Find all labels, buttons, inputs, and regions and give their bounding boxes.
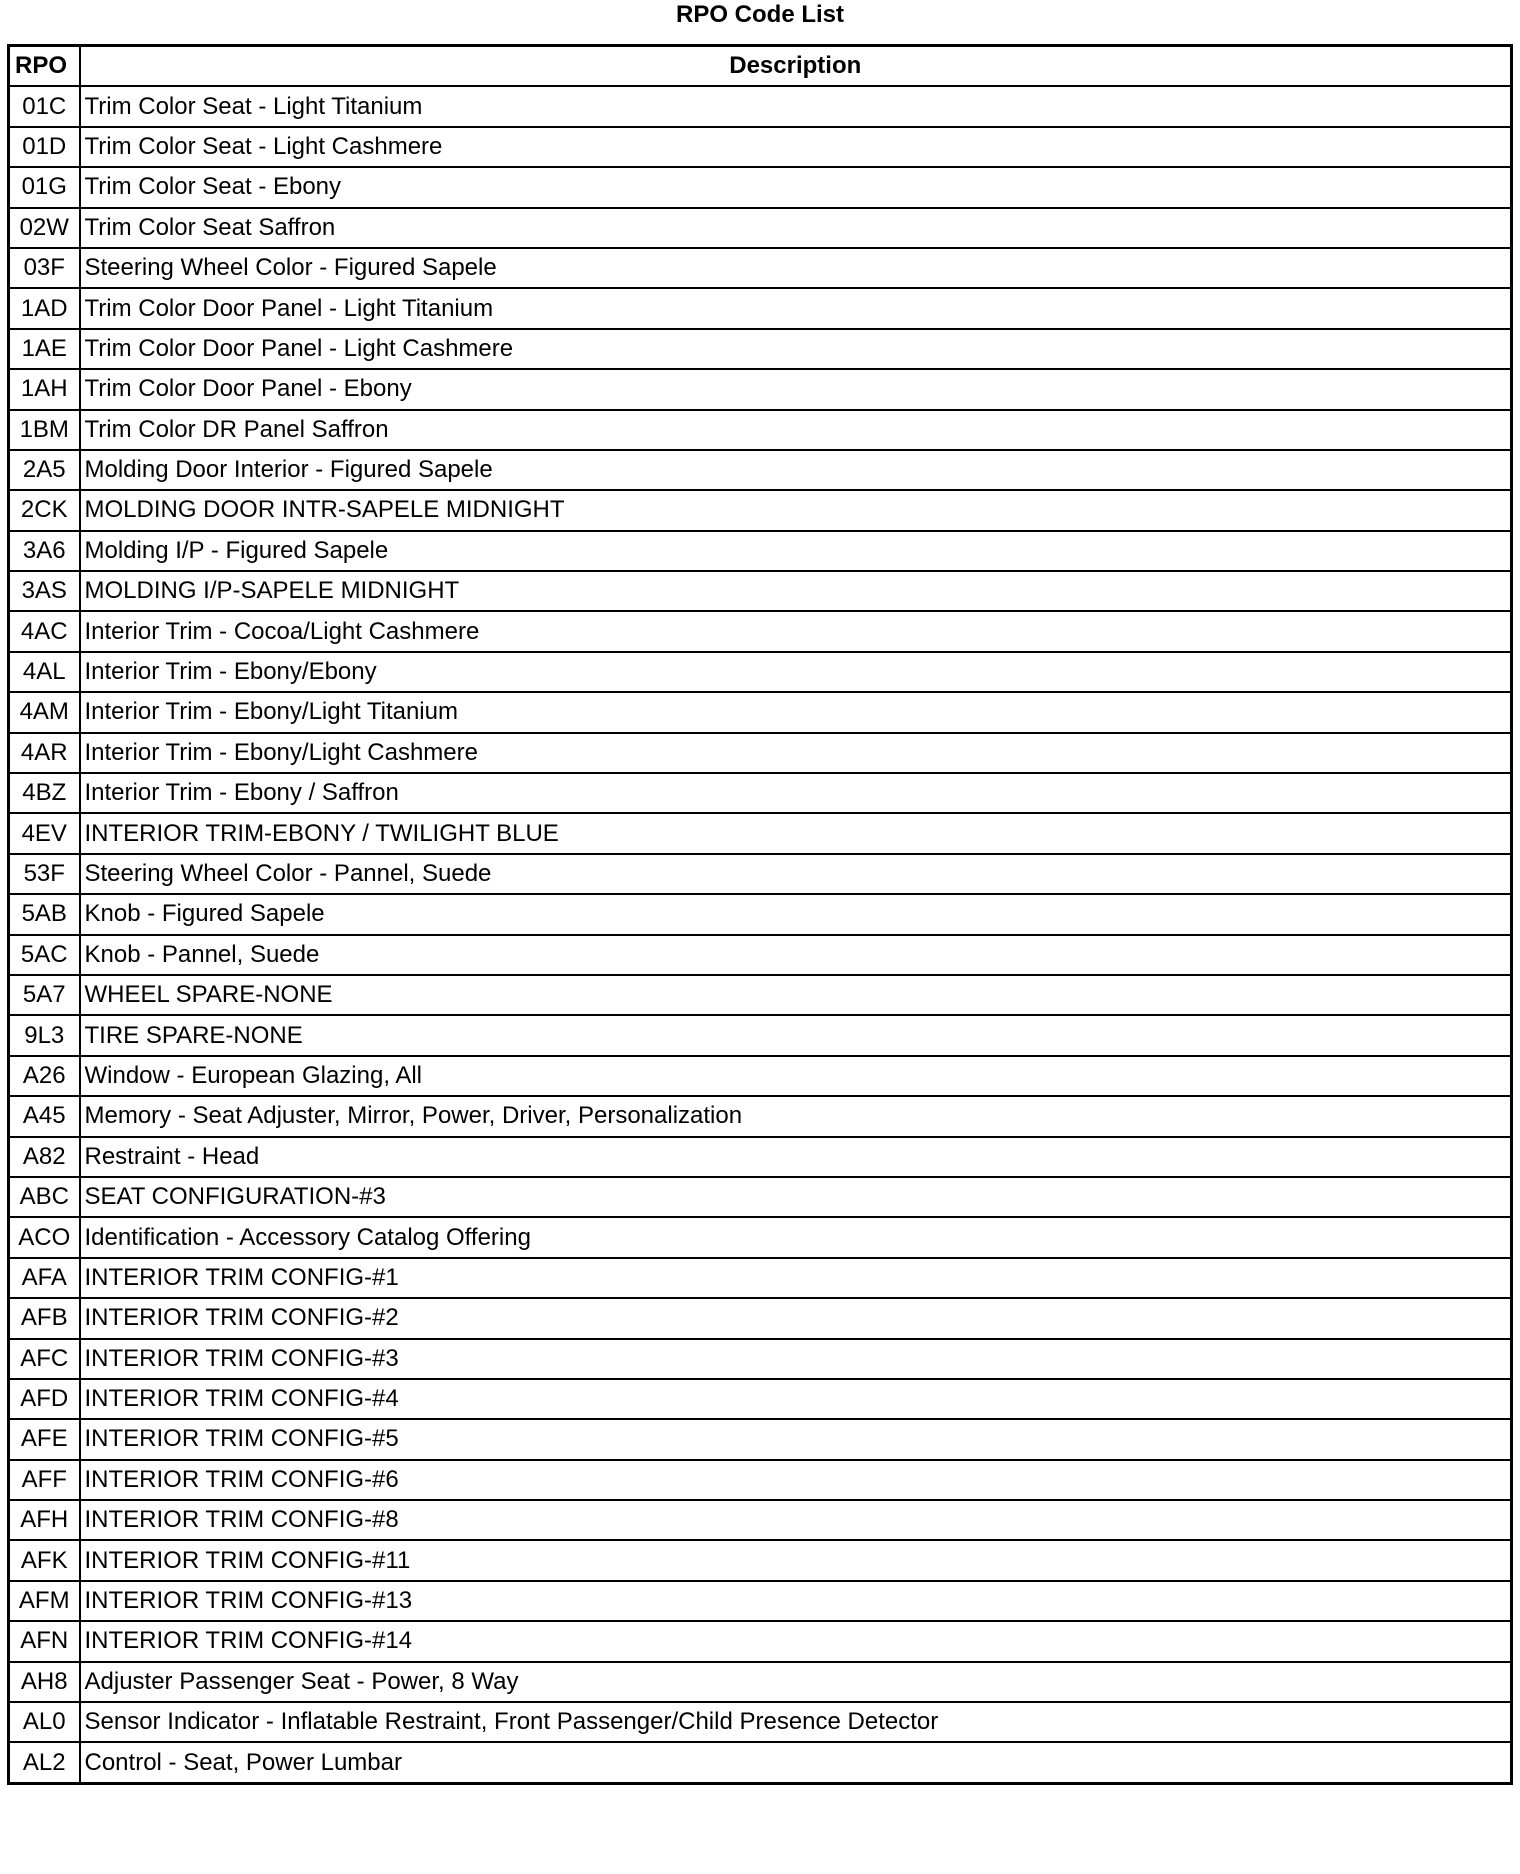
description-cell: Trim Color Door Panel - Light Titanium: [80, 288, 1512, 328]
rpo-code-cell: AFM: [9, 1581, 80, 1621]
rpo-code-cell: AFD: [9, 1379, 80, 1419]
column-header-rpo: RPO: [9, 46, 80, 87]
table-row: [9, 571, 1512, 611]
table-row: [9, 531, 1512, 571]
description-cell: Interior Trim - Ebony / Saffron: [80, 773, 1512, 813]
description-cell: Molding Door Interior - Figured Sapele: [80, 450, 1512, 490]
description-cell: Trim Color Door Panel - Ebony: [80, 369, 1512, 409]
description-cell: Trim Color Seat - Ebony: [80, 167, 1512, 207]
rpo-code-table: [7, 44, 1513, 1785]
rpo-code-cell: AL0: [9, 1702, 80, 1742]
table-row: [9, 935, 1512, 975]
description-cell: INTERIOR TRIM CONFIG-#13: [80, 1581, 1512, 1621]
rpo-code-cell: 2A5: [9, 450, 80, 490]
rpo-code-cell: 5AC: [9, 935, 80, 975]
rpo-code-cell: AFH: [9, 1500, 80, 1540]
table-row: [9, 1581, 1512, 1621]
table-row: [9, 1540, 1512, 1580]
rpo-code-cell: ABC: [9, 1177, 80, 1217]
rpo-code-cell: 4AL: [9, 652, 80, 692]
description-cell: INTERIOR TRIM CONFIG-#6: [80, 1460, 1512, 1500]
description-cell: Adjuster Passenger Seat - Power, 8 Way: [80, 1662, 1512, 1702]
table-row: [9, 1379, 1512, 1419]
table-row: [9, 1742, 1512, 1783]
table-row: [9, 894, 1512, 934]
page-title: [0, 0, 1520, 30]
table-row: [9, 1702, 1512, 1742]
table-row: [9, 410, 1512, 450]
description-cell: Sensor Indicator - Inflatable Restraint, Front Passenger/Child Presence Detector: [80, 1702, 1512, 1742]
rpo-code-cell: 3AS: [9, 571, 80, 611]
rpo-code-cell: AL2: [9, 1742, 80, 1783]
description-cell: INTERIOR TRIM CONFIG-#11: [80, 1540, 1512, 1580]
table-row: [9, 1460, 1512, 1500]
description-cell: Molding I/P - Figured Sapele: [80, 531, 1512, 571]
description-cell: INTERIOR TRIM CONFIG-#5: [80, 1419, 1512, 1459]
table-row: [9, 611, 1512, 651]
description-cell: Trim Color Seat - Light Titanium: [80, 86, 1512, 126]
description-cell: Interior Trim - Cocoa/Light Cashmere: [80, 611, 1512, 651]
description-cell: SEAT CONFIGURATION-#3: [80, 1177, 1512, 1217]
rpo-code-cell: AFB: [9, 1298, 80, 1338]
table-row: [9, 1339, 1512, 1379]
description-cell: INTERIOR TRIM CONFIG-#2: [80, 1298, 1512, 1338]
table-row: [9, 369, 1512, 409]
rpo-code-cell: 1BM: [9, 410, 80, 450]
description-cell: Interior Trim - Ebony/Light Titanium: [80, 692, 1512, 732]
rpo-code-cell: A82: [9, 1137, 80, 1177]
column-header-description: Description: [80, 46, 1512, 87]
rpo-code-cell: AFE: [9, 1419, 80, 1459]
rpo-code-cell: AFA: [9, 1258, 80, 1298]
description-cell: Control - Seat, Power Lumbar: [80, 1742, 1512, 1783]
description-cell: INTERIOR TRIM CONFIG-#8: [80, 1500, 1512, 1540]
rpo-code-cell: 53F: [9, 854, 80, 894]
rpo-code-cell: 4BZ: [9, 773, 80, 813]
rpo-code-cell: 1AD: [9, 288, 80, 328]
table-row: [9, 652, 1512, 692]
description-cell: INTERIOR TRIM CONFIG-#4: [80, 1379, 1512, 1419]
rpo-code-cell: 03F: [9, 248, 80, 288]
rpo-code-cell: 4AC: [9, 611, 80, 651]
table-body: [9, 86, 1512, 1783]
table-row: [9, 773, 1512, 813]
table-row: [9, 1096, 1512, 1136]
table-row: [9, 1500, 1512, 1540]
table-row: [9, 86, 1512, 126]
table-row: [9, 1177, 1512, 1217]
rpo-code-cell: ACO: [9, 1217, 80, 1257]
rpo-code-cell: 4EV: [9, 813, 80, 853]
table-row: [9, 1298, 1512, 1338]
rpo-code-cell: AFC: [9, 1339, 80, 1379]
table-row: [9, 813, 1512, 853]
description-cell: Trim Color Door Panel - Light Cashmere: [80, 329, 1512, 369]
rpo-code-cell: A45: [9, 1096, 80, 1136]
rpo-code-cell: AFK: [9, 1540, 80, 1580]
rpo-code-cell: 02W: [9, 208, 80, 248]
table-row: [9, 1056, 1512, 1096]
rpo-code-cell: 1AH: [9, 369, 80, 409]
description-cell: MOLDING DOOR INTR-SAPELE MIDNIGHT: [80, 490, 1512, 530]
table-row: [9, 854, 1512, 894]
rpo-code-cell: 2CK: [9, 490, 80, 530]
description-cell: Interior Trim - Ebony/Light Cashmere: [80, 733, 1512, 773]
table-row: [9, 733, 1512, 773]
table-row: [9, 1419, 1512, 1459]
rpo-code-cell: AH8: [9, 1662, 80, 1702]
table-row: [9, 450, 1512, 490]
rpo-code-cell: 1AE: [9, 329, 80, 369]
description-cell: Knob - Pannel, Suede: [80, 935, 1512, 975]
description-cell: Steering Wheel Color - Pannel, Suede: [80, 854, 1512, 894]
rpo-code-cell: AFF: [9, 1460, 80, 1500]
description-cell: TIRE SPARE-NONE: [80, 1015, 1512, 1055]
table-row: [9, 329, 1512, 369]
table-row: [9, 167, 1512, 207]
table-row: [9, 1015, 1512, 1055]
table-header-row: [9, 46, 1512, 87]
description-cell: INTERIOR TRIM-EBONY / TWILIGHT BLUE: [80, 813, 1512, 853]
rpo-code-cell: 5AB: [9, 894, 80, 934]
rpo-code-cell: 3A6: [9, 531, 80, 571]
description-cell: Knob - Figured Sapele: [80, 894, 1512, 934]
description-cell: Identification - Accessory Catalog Offering: [80, 1217, 1512, 1257]
table-row: [9, 1621, 1512, 1661]
rpo-code-cell: AFN: [9, 1621, 80, 1661]
description-cell: Trim Color Seat Saffron: [80, 208, 1512, 248]
rpo-code-cell: 9L3: [9, 1015, 80, 1055]
rpo-code-cell: 01C: [9, 86, 80, 126]
description-cell: Interior Trim - Ebony/Ebony: [80, 652, 1512, 692]
description-cell: INTERIOR TRIM CONFIG-#14: [80, 1621, 1512, 1661]
table-row: [9, 692, 1512, 732]
rpo-code-cell: 5A7: [9, 975, 80, 1015]
table-row: [9, 208, 1512, 248]
table-row: [9, 1137, 1512, 1177]
rpo-code-cell: A26: [9, 1056, 80, 1096]
rpo-code-cell: 4AR: [9, 733, 80, 773]
table-row: [9, 1258, 1512, 1298]
page-title-text: RPO Code List: [675, 1, 844, 28]
table-row: [9, 248, 1512, 288]
rpo-code-cell: 01G: [9, 167, 80, 207]
description-cell: INTERIOR TRIM CONFIG-#1: [80, 1258, 1512, 1298]
table-row: [9, 127, 1512, 167]
description-cell: Trim Color Seat - Light Cashmere: [80, 127, 1512, 167]
table-row: [9, 288, 1512, 328]
table-row: [9, 975, 1512, 1015]
table-row: [9, 490, 1512, 530]
rpo-code-cell: 4AM: [9, 692, 80, 732]
description-cell: Memory - Seat Adjuster, Mirror, Power, Driver, Personalization: [80, 1096, 1512, 1136]
description-cell: Restraint - Head: [80, 1137, 1512, 1177]
rpo-code-cell: 01D: [9, 127, 80, 167]
description-cell: Trim Color DR Panel Saffron: [80, 410, 1512, 450]
table-row: [9, 1662, 1512, 1702]
description-cell: INTERIOR TRIM CONFIG-#3: [80, 1339, 1512, 1379]
description-cell: MOLDING I/P-SAPELE MIDNIGHT: [80, 571, 1512, 611]
description-cell: WHEEL SPARE-NONE: [80, 975, 1512, 1015]
description-cell: Steering Wheel Color - Figured Sapele: [80, 248, 1512, 288]
table-row: [9, 1217, 1512, 1257]
description-cell: Window - European Glazing, All: [80, 1056, 1512, 1096]
